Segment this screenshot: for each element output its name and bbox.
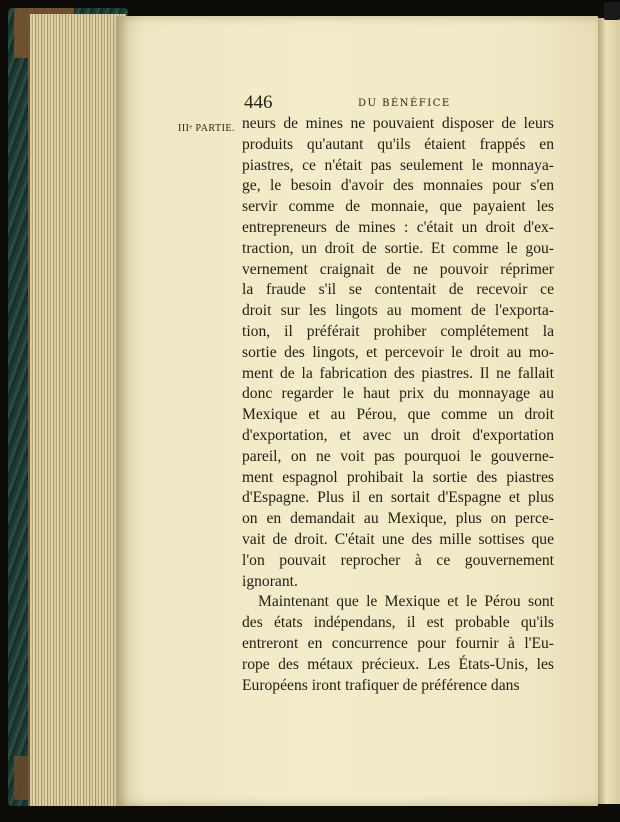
- text-line: Maintenant que le Mexique et le Pérou sont: [258, 593, 554, 611]
- text-line: pareil, on ne voit pas pourquoi le gouverne-: [242, 447, 554, 465]
- running-head: DU BÉNÉFICE: [358, 98, 451, 109]
- text-line: la fraude s'il se contentait de recevoir ce: [242, 281, 554, 299]
- text-line: ignorant.: [242, 572, 298, 590]
- text-line: vait de droit. C'était une des mille sottises que: [242, 530, 554, 548]
- text-line: on en demandait au Mexique, plus on perce-: [242, 510, 554, 528]
- text-line: donc regarder le haut prix du monnayage au: [242, 385, 554, 403]
- text-line: ment espagnol prohibait la sortie des piastres: [242, 468, 554, 486]
- text-line: Mexique et au Pérou, que comme un droit: [242, 406, 554, 424]
- text-line: sortie des lingots, et percevoir le droit au mo-: [242, 343, 554, 361]
- text-line: ge, le besoin d'avoir des monnaies pour s'en: [242, 177, 554, 195]
- page-header: [244, 92, 564, 116]
- text-line: traction, un droit de sortie. Et comme le gou-: [242, 239, 554, 257]
- text-line: produits qu'autant qu'ils étaient frappés en: [242, 135, 554, 153]
- facing-page-edge: [598, 18, 620, 804]
- text-line: neurs de mines ne pouvaient disposer de leurs: [242, 115, 554, 132]
- text-line: d'exportation, et avec un droit d'exportation: [242, 426, 554, 444]
- corner-mark: [604, 2, 620, 20]
- text-line: rope des métaux précieux. Les États-Unis, les: [242, 655, 554, 673]
- text-line: entreront en concurrence pour fournir à l'Eu-: [242, 634, 554, 652]
- part-label: IIIᵉ PARTIE.: [178, 123, 236, 134]
- text-line: ment de la fabrication des piastres. Il ne fallait: [242, 364, 554, 382]
- text-line: droit sur les lingots au moment de l'exporta-: [242, 302, 554, 320]
- text-line: piastres, ce n'était pas seulement le monnaya-: [242, 156, 554, 174]
- page-edges: [28, 14, 126, 806]
- text-line: des états indépendans, il est probable qu'ils: [242, 614, 554, 632]
- text-line: entrepreneurs de mines : c'était un droit d'ex-: [242, 218, 554, 236]
- body-text: [242, 114, 554, 696]
- page-number: 446: [244, 92, 273, 113]
- text-line: d'Espagne. Plus il en sortait d'Espagne et plus: [242, 489, 554, 507]
- text-line: l'on pouvait reprocher à ce gouvernement: [242, 551, 554, 569]
- text-line: servir comme de monnaie, que payaient les: [242, 198, 554, 216]
- text-line: Européens iront trafiquer de préférence dans: [242, 676, 520, 694]
- text-line: vernement craignait de ne pouvoir réprimer: [242, 260, 554, 278]
- text-line: tion, il préférait prohiber complétement la: [242, 322, 554, 340]
